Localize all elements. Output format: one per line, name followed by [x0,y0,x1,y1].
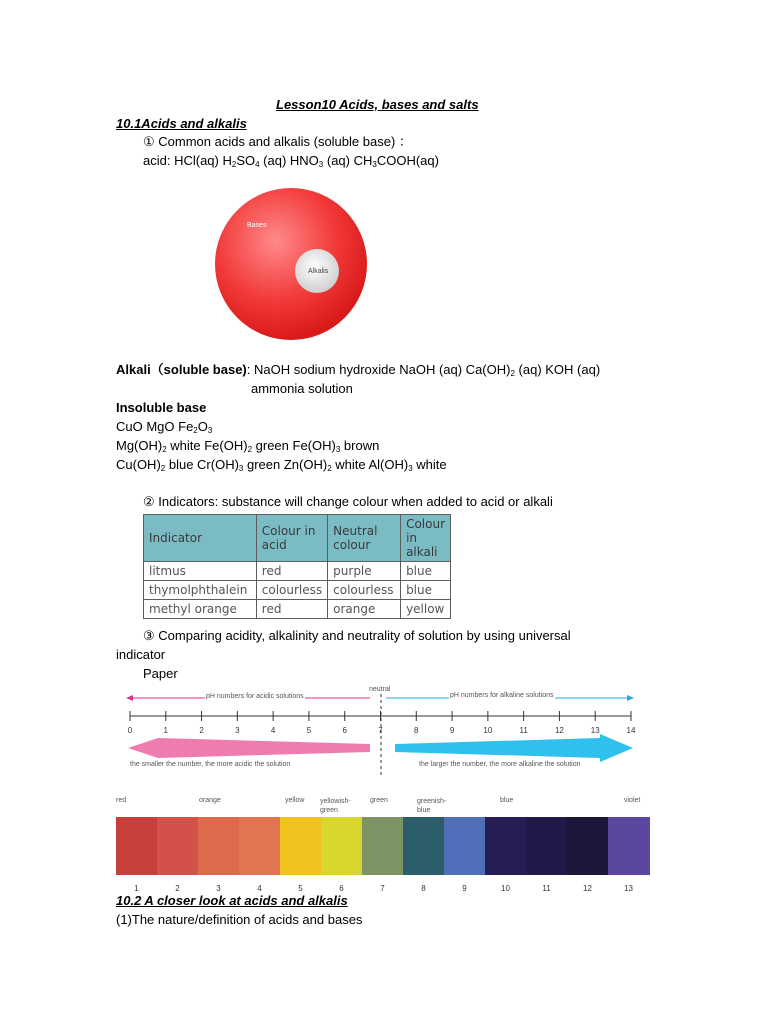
ph-number: 0 [127,726,133,735]
universal-line-3: Paper [143,666,178,681]
acid-formulas: acid: HCl(aq) $H_2SO_4$ (aq) $HNO_3$ (aq) $CH_3COOH(aq)$ [143,153,439,169]
colour-swatch [239,817,281,875]
ph-number: 7 [378,726,383,735]
indicator-table [143,514,451,619]
header-colour-alkali: Colour in alkali [401,515,451,562]
ph-number: 9 [449,726,455,735]
colour-swatch [280,817,322,875]
colour-label-blue: blue [500,797,514,804]
acid-note: the smaller the number, the more acidic the solution [130,761,291,768]
ph-number: 10 [483,726,493,735]
ph-number: 8 [414,726,419,735]
colour-label-orange: orange [199,797,221,804]
header-colour-acid: Colour in acid [256,515,327,562]
colour-number: 4 [257,884,262,893]
colour-label-red: red [116,797,127,804]
colour-swatch [444,817,486,875]
ph-number: 13 [590,726,600,735]
colour-swatch [198,817,240,875]
acid-big-arrow [128,738,370,758]
insoluble-line-3: $Cu(OH)_2$ blue $Cr(OH)_3$ green $Zn(OH)_2$ white $Al(OH)_3$ white [116,457,447,473]
universal-line-2: indicator [116,647,166,662]
section-2-line-1: (1)The nature/definition of acids and bases [116,912,363,927]
colour-swatch [362,817,404,875]
item-2-indicators: ② Indicators: substance will change colour when added to acid or alkali [143,494,553,509]
ph-number: 11 [519,726,528,735]
colour-number: 13 [624,884,633,893]
ph-number: 12 [554,726,564,735]
colour-swatch [526,817,568,875]
colour-label-violet: violet [624,797,641,804]
colour-swatch [608,817,650,875]
colour-swatch [157,817,199,875]
colour-label-yellow: yellow [285,797,305,804]
alkali-big-arrow [395,734,633,762]
acid-arrow-head [126,695,133,701]
colour-label-greenish-blue: greenish- blue [417,798,447,814]
ph-number: 3 [235,726,240,735]
alkali-definition: Alkali（soluble base): NaOH sodium hydroxide NaOH (aq) $Ca(OH)_2$ (aq) KOH (aq) [116,362,601,378]
colour-label-green: green [370,797,388,804]
colour-swatch [567,817,609,875]
alkali-label: pH numbers for alkaline solutions [450,692,554,699]
section-heading-10-1: 10.1Acids and alkalis [116,116,247,131]
ph-number: 1 [163,726,168,735]
colour-number: 6 [339,884,344,893]
colour-swatch [321,817,363,875]
bases-alkalis-venn-diagram [143,180,443,350]
ph-number: 2 [199,726,204,735]
bases-circle [215,188,367,340]
header-indicator: Indicator [144,515,257,562]
bases-label: Bases [247,222,267,229]
neutral-label: neutral [369,686,391,693]
acid-label: pH numbers for acidic solutions [206,693,304,700]
table-row: litmus red purple blue [144,562,451,581]
ph-number: 4 [270,726,276,735]
page-title: Lesson10 Acids, bases and salts [276,97,479,112]
table-row: thymolphthalein colourless colourless blue [144,581,451,600]
colour-number: 7 [380,884,385,893]
insoluble-line-1: CuO MgO $Fe_2O_3$ [116,419,213,435]
colour-swatch [116,817,158,875]
item-1-common-acids: ① Common acids and alkalis (soluble base) ： [143,134,412,149]
table-row: methyl orange red orange yellow [144,600,451,619]
item-3-universal: ③ Comparing acidity, alkalinity and neutrality of solution by using universal [143,628,571,643]
header-neutral: Neutral colour [328,515,401,562]
alkali-arrow-head [627,695,634,701]
colour-label-yellowish-green: yellowish- green [320,798,351,814]
colour-swatch [403,817,445,875]
ph-number: 6 [342,726,347,735]
insoluble-base-heading: Insoluble base [116,400,207,415]
colour-number: 2 [175,884,180,893]
alkali-note: the larger the number, the more alkaline the solution [419,761,581,768]
colour-swatch [485,817,527,875]
alkalis-label: Alkalis [308,268,329,275]
ph-number: 14 [626,726,636,735]
colour-number: 11 [542,884,551,893]
colour-number: 12 [583,884,592,893]
colour-number: 8 [421,884,426,893]
ammonia-solution: ammonia solution [251,381,353,396]
colour-number: 1 [134,884,139,893]
colour-number: 3 [216,884,221,893]
colour-number: 9 [462,884,467,893]
colour-number: 10 [501,884,510,893]
insoluble-line-2: $Mg(OH)_2$ white $Fe(OH)_2$ green $Fe(OH)_3$ brown [116,438,380,454]
ph-number: 5 [306,726,312,735]
section-heading-10-2: 10.2 A closer look at acids and alkalis [116,893,348,908]
colour-number: 5 [298,884,303,893]
